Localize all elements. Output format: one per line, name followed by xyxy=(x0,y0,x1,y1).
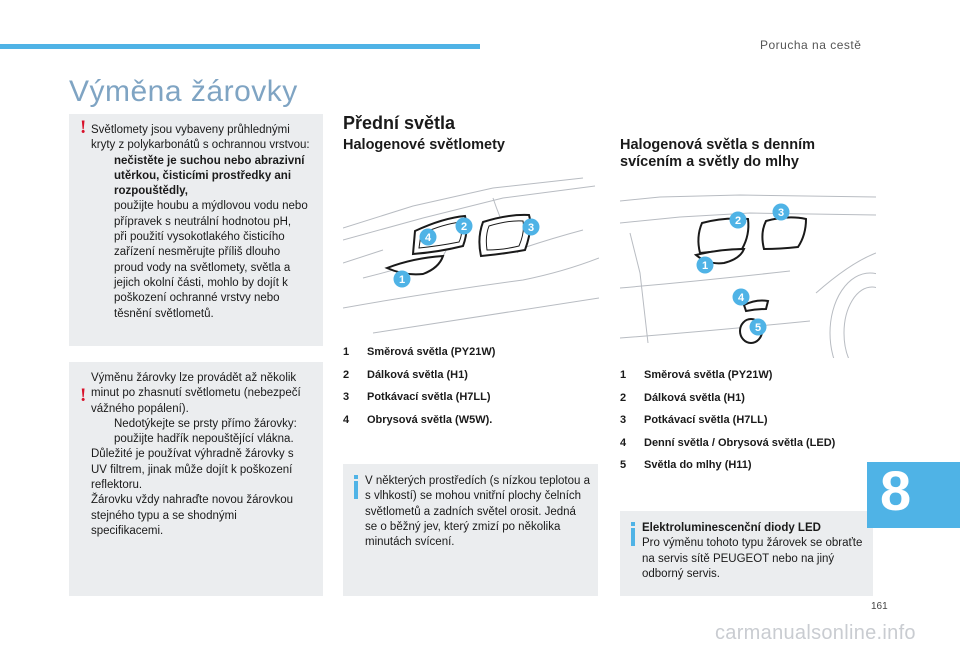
warning-box-bulb xyxy=(69,362,323,596)
halogen-bulb-list xyxy=(343,346,593,436)
warning-exclamation-icon: ! xyxy=(80,385,87,406)
list-item: 2 Dálková světla (H1) xyxy=(620,391,745,404)
callout-number: 4 xyxy=(424,232,432,244)
callout-number: 3 xyxy=(527,222,535,234)
page-number: 161 xyxy=(871,601,888,612)
drl-fog-headlamp-illustration xyxy=(620,193,876,358)
callout-marker xyxy=(733,289,750,306)
drl-heading: Halogenová světla s denním svícením a světly do mlhy xyxy=(620,137,816,170)
warning-exclamation-icon: ! xyxy=(80,117,87,138)
callout-number: 2 xyxy=(734,215,742,227)
halogen-headlamp-illustration xyxy=(343,168,599,338)
list-item: 5 Světla do mlhy (H11) xyxy=(620,459,752,471)
callout-marker xyxy=(750,319,767,336)
section-header: Porucha na cestě xyxy=(760,38,862,52)
halogen-heading: Halogenové světlomety xyxy=(343,137,505,153)
callout-marker xyxy=(456,218,473,235)
list-item: 1 Směrová světla (PY21W) xyxy=(343,346,496,358)
list-item: 3 Potkávací světla (H7LL) xyxy=(620,414,768,426)
warning-list-item: nečistěte je suchou nebo abrazivní utěrkou, čisticími prostředky ani rozpouštědly, xyxy=(114,154,305,198)
callout-marker xyxy=(773,204,790,221)
info-text: Pro výměnu tohoto typu žárovek se obraťte na servis sítě PEUGEOT nebo na jiný odborný servis. xyxy=(642,537,863,580)
callout-number: 3 xyxy=(777,207,785,219)
callout-marker xyxy=(730,212,747,229)
list-item: 4 Obrysová světla (W5W). xyxy=(343,413,493,426)
page-title: Výměna žárovky xyxy=(69,75,298,108)
drl-bulb-list xyxy=(620,369,870,482)
callout-number: 2 xyxy=(460,221,468,233)
info-text: V některých prostředích (s nízkou teplotou a s vlhkostí) se mohou vnitřní plochy čelních světlometů a zadních světel orosit. Jedná se o běžný jev, který zmizí po několika minutách svícení. xyxy=(365,475,591,549)
info-box-condensation xyxy=(343,464,598,596)
callout-marker xyxy=(420,229,437,246)
warning-list-item: Nedotýkejte se prsty přímo žárovky: použijte hadřík nepouštějící vlákna. xyxy=(114,417,297,446)
info-icon xyxy=(631,528,635,546)
callout-number: 1 xyxy=(701,260,709,272)
callout-marker xyxy=(394,271,411,288)
callout-marker xyxy=(697,257,714,274)
warning-paragraph: Důležité je používat výhradně žárovky s UV filtrem, jinak může dojít k poškození reflektoru. xyxy=(91,448,294,492)
warning-list-item: při použití vysokotlakého čisticího zařízení nesměrujte příliš dlouho proud vody na světlomety, světla a jejich okolní části, mohlo by dojít k poškození ochranné vrstvy nebo těsnění světlometů. xyxy=(114,231,291,320)
top-accent-bar xyxy=(0,44,480,49)
warning-intro: Světlomety jsou vybaveny průhlednými kryty z polykarbonátů s ochrannou vrstvou: xyxy=(91,124,310,152)
callout-number: 1 xyxy=(398,274,406,286)
front-lights-heading: Přední světla xyxy=(343,113,456,133)
warning-intro: Výměnu žárovky lze provádět až několik minut po zhasnutí světlometu (nebezpečí vážného popálení). xyxy=(91,372,301,415)
list-item: 4 Denní světla / Obrysová světla (LED) xyxy=(620,436,836,449)
warning-paragraph: Žárovku vždy nahraďte novou žárovkou stejného typu a se shodnými specifikacemi. xyxy=(91,494,294,537)
callout-number: 5 xyxy=(754,322,762,334)
warning-list-item: použijte houbu a mýdlovou vodu nebo přípravek s neutrální hodnotou pH, xyxy=(114,200,308,228)
list-item: 2 Dálková světla (H1) xyxy=(343,368,468,381)
info-box-led xyxy=(620,511,873,596)
list-item: 3 Potkávací světla (H7LL) xyxy=(343,391,491,403)
info-icon xyxy=(354,481,358,499)
info-title: Elektroluminescenční diody LED xyxy=(642,522,821,534)
watermark: carmanualsonline.info xyxy=(715,622,916,644)
callout-number: 4 xyxy=(737,292,745,304)
list-item: 1 Směrová světla (PY21W) xyxy=(620,369,773,381)
chapter-number: 8 xyxy=(880,459,912,522)
warning-box-cleaning xyxy=(69,114,323,346)
callout-marker xyxy=(523,219,540,236)
